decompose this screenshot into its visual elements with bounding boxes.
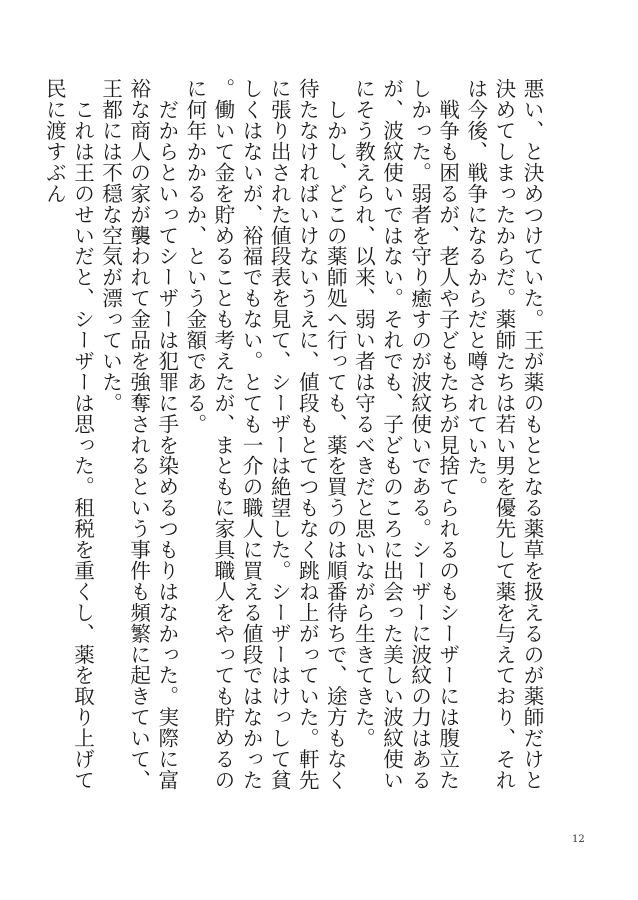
paragraph-5: これは王のせいだと、シーザーは思った。租税を重くし、薬を取り上げて民に渡すぶん: [42, 78, 95, 791]
paragraph-4: だからといってシーザーは犯罪に手を染めるつもりはなかった。実際に富裕な商人の家が襲われて金品を強奪されるという事件も頻繁に起きていて、王都には不穏な空気が漂っていた。: [98, 78, 179, 791]
vertical-text-body: [42, 78, 546, 800]
paragraph-3: しかし、どこの薬師処へ行っても、薬を買うのは順番待ちで、途方もなく待たなければいけないうえに、値段もとてつもなく跳ね上がっていた。軒先に張り出された値段表を見て、シーザーは絶望した。シーザーはけっして貧しくはないが、裕福でもない。とても一介の職人に買える値段ではなかった。働いて金を貯めることも考えたが、まともに家具職人をやっても貯めるのに何年かかるか、という金額である。: [182, 78, 348, 791]
paragraph-1: 悪い、と決めつけていた。王が薬のもととなる薬草を扱えるのが薬師だけと決めてしまったからだ。薬師たちは若い男を優先して薬を与えており、それは今後、戦争になるからだと噂されていた。: [463, 78, 544, 791]
paragraph-2: 戦争も困るが、老人や子どもたちが見捨てられるのもシーザーには腹立たしかった。弱者を守り癒すのが波紋使いである。シーザーに波紋の力はあるが、波紋使いではない。それでも、子どものころに出会った美しい波紋使いにそう教えられ、以来、弱い者は守るべきだと思いながら生きてきた。: [351, 78, 460, 791]
page-number: 12: [572, 834, 585, 845]
